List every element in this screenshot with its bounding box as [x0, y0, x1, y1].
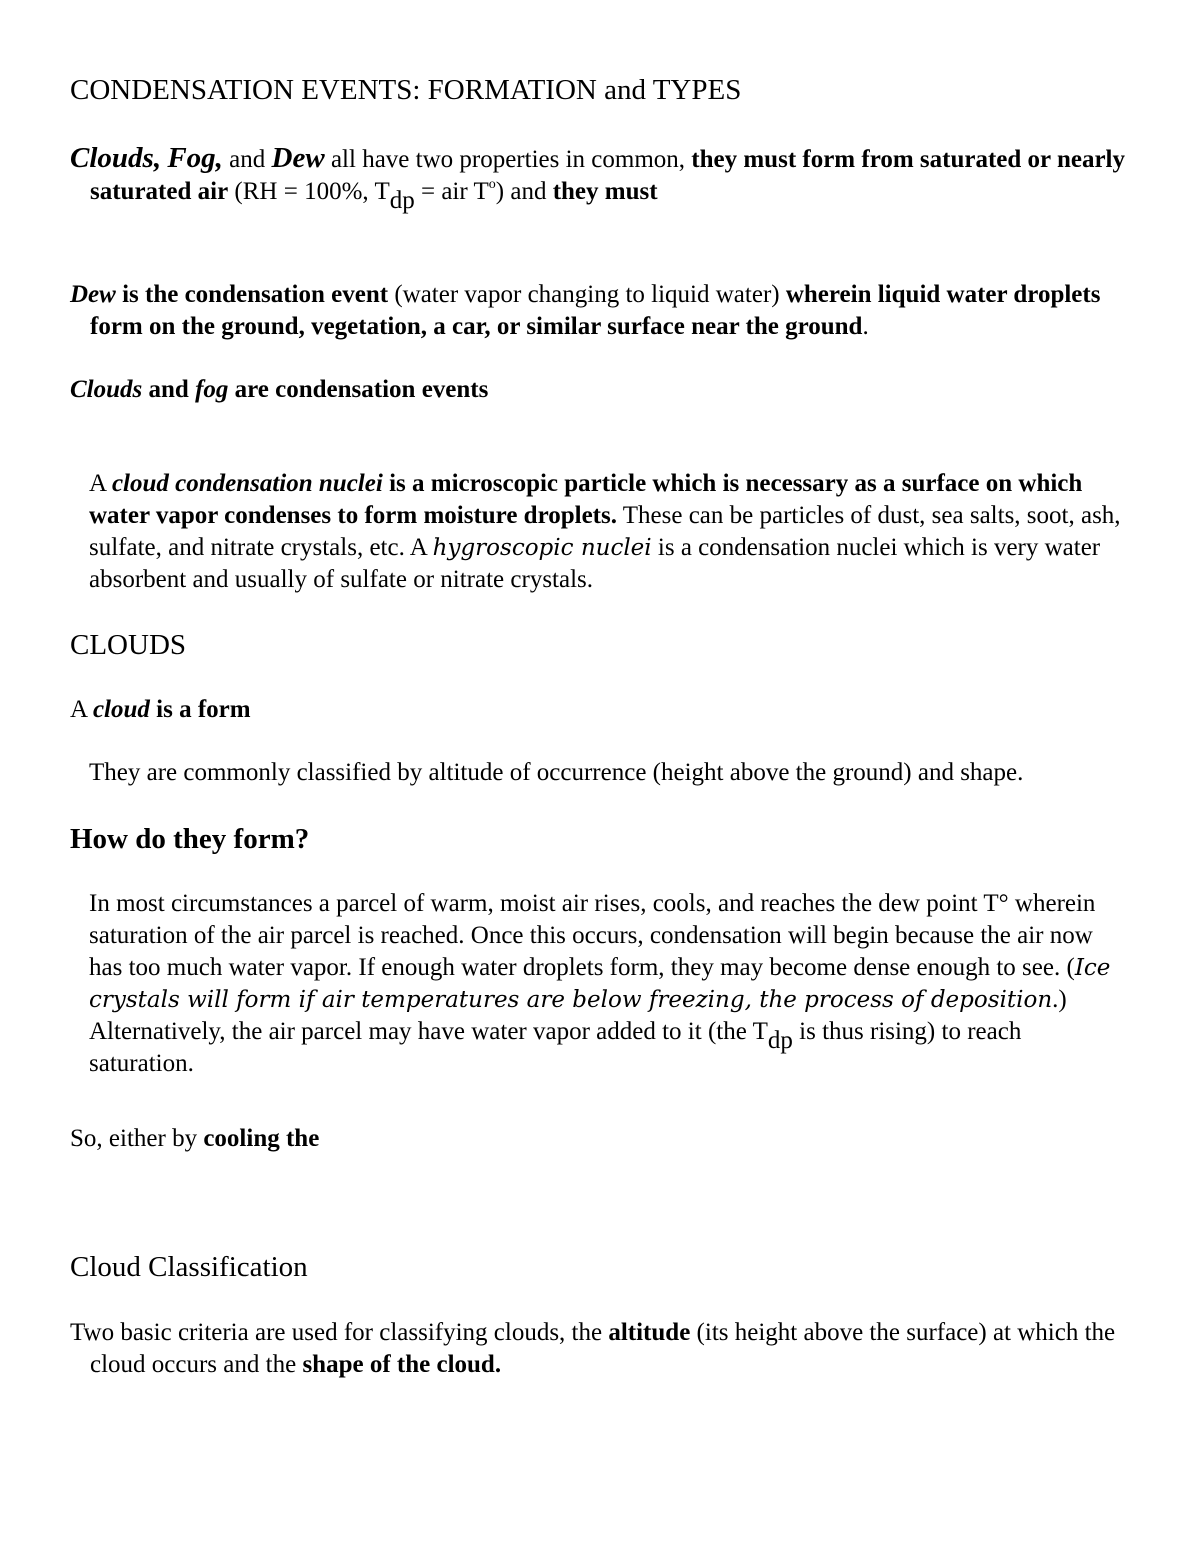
text-span: (RH = 100%, T	[228, 178, 390, 205]
superscript-degree: o	[488, 177, 496, 192]
term-clouds: Clouds,	[70, 142, 162, 174]
emphasis-text: altitude	[608, 1319, 691, 1346]
text-span: is thus rising) to reach saturation.	[89, 1018, 1022, 1077]
emphasis-text: and	[142, 376, 196, 403]
term-cloud: cloud	[92, 696, 150, 723]
emphasis-text: are condensation events	[228, 376, 489, 403]
emphasis-text: they must form from saturated or nearly saturated air	[90, 146, 1125, 205]
text-span: .) Alternatively, the air parcel may have water vapor added to it (the T	[89, 986, 1067, 1045]
term-fog: fog	[195, 376, 229, 403]
text-span: Two basic criteria are used for classifying clouds, the	[70, 1319, 609, 1346]
term-fog: Fog,	[167, 142, 223, 174]
text-span: (its height above the surface) at which the cloud occurs and the	[90, 1319, 1116, 1378]
emphasis-text: they must	[552, 178, 658, 205]
term-clouds: Clouds	[70, 376, 143, 403]
text-span: ) and	[495, 178, 553, 205]
emphasis-text: is the condensation event	[115, 281, 389, 308]
classification-note: They are commonly classified by altitude of occurrence (height above the ground) and shape.	[89, 759, 1024, 786]
intro-paragraph	[70, 142, 1150, 212]
formation-paragraph	[89, 888, 1129, 1080]
subscript-dp: dp	[389, 187, 415, 214]
document-title: CONDENSATION EVENTS: FORMATION and TYPES	[70, 74, 742, 106]
cloud-definition-paragraph	[70, 694, 1130, 726]
term-dew: Dew	[271, 142, 325, 174]
emphasis-text: cooling the	[203, 1125, 320, 1152]
section-heading-how-form: How do they form?	[70, 823, 310, 855]
text-span: A	[89, 470, 112, 497]
section-heading-cloud-classification: Cloud Classification	[70, 1251, 308, 1283]
emphasis-text: is a microscopic particle which is necessary as a surface on which water vapor condenses to form moisture droplets.	[89, 470, 1083, 529]
subscript-dp: dp	[767, 1027, 793, 1054]
cooling-paragraph	[70, 1123, 1130, 1155]
emphasis-text: is a	[149, 696, 198, 723]
text-span: all have two properties in common,	[324, 146, 692, 173]
text-span: is a condensation nuclei which is very water absorbent and usually of sulfate or nitrate crystals.	[89, 534, 1101, 593]
term-hygroscopic-nuclei: hygroscopic nuclei	[432, 535, 652, 561]
section-heading-clouds: CLOUDS	[70, 629, 187, 661]
nuclei-paragraph	[89, 468, 1129, 596]
text-span: In most circumstances a parcel of warm, moist air rises, cools, and reaches the dew point T° wherein saturation of the air parcel is reached. Once this occurs, condensation will begin because the air now has too much water vapor. If enough water droplets form, they may become dense enough to see. (	[89, 890, 1096, 981]
text-span: and	[222, 146, 272, 173]
clouds-fog-paragraph	[70, 374, 1130, 406]
text-span: So, either by	[70, 1125, 204, 1152]
term-cloud-condensation-nuclei: cloud condensation nuclei	[111, 470, 383, 497]
text-span: (water vapor changing to liquid water)	[388, 281, 786, 308]
text-span: A	[70, 696, 93, 723]
emphasis-text: shape of the cloud.	[302, 1351, 502, 1378]
italic-note: Ice crystals will form if air temperatures are below freezing, the process of deposition	[89, 955, 1111, 1013]
text-span: These can be particles of dust, sea salts, soot, ash, sulfate, and nitrate crystals, etc. A	[89, 502, 1121, 561]
text-span: .	[862, 313, 869, 340]
emphasis-text: form	[197, 696, 251, 723]
term-dew: Dew	[70, 281, 116, 308]
dew-paragraph	[70, 279, 1150, 343]
emphasis-text: wherein liquid water droplets form on the ground, vegetation, a car, or similar surface near the ground	[90, 281, 1101, 340]
criteria-paragraph	[70, 1317, 1150, 1381]
text-span: = air T	[414, 178, 489, 205]
